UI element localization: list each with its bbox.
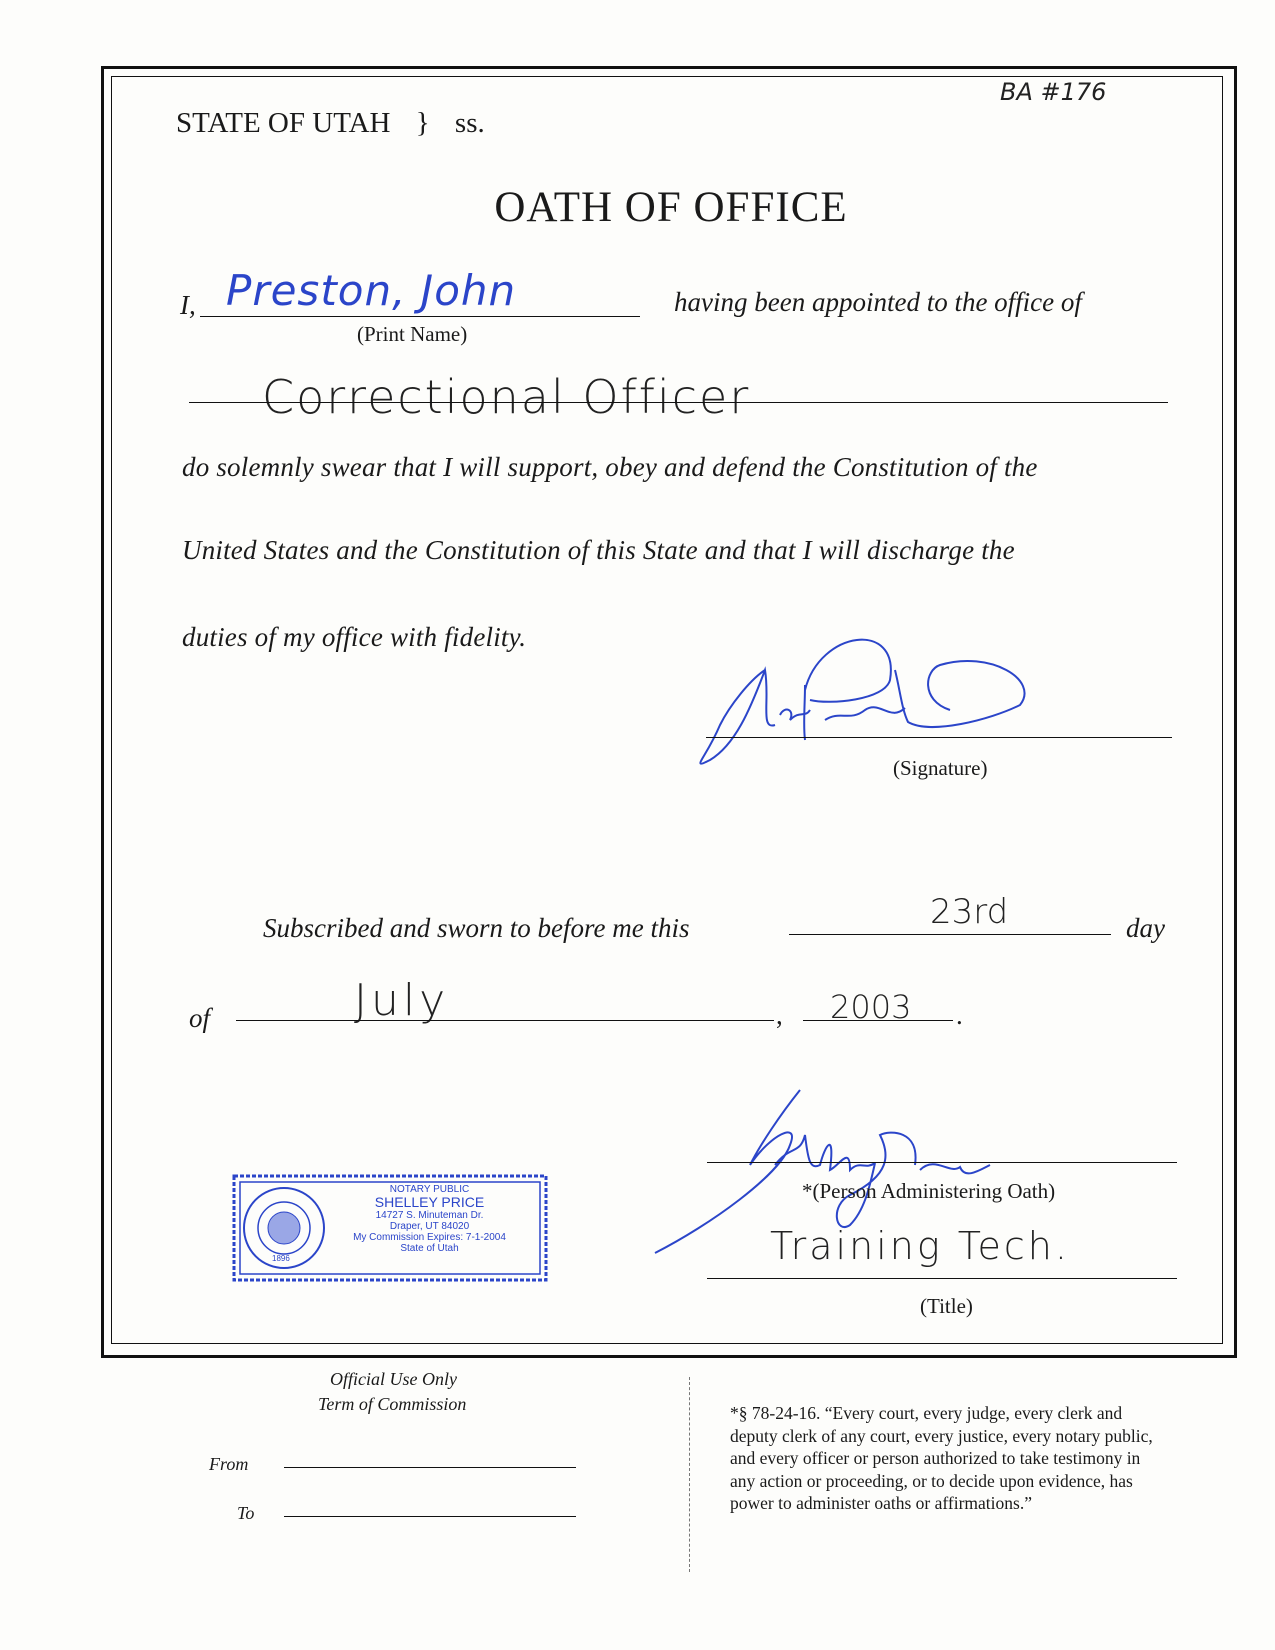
month-value: July bbox=[354, 975, 450, 1026]
sworn-prefix: Subscribed and sworn to before me this bbox=[263, 913, 690, 943]
oath-text-line-1: do solemnly swear that I will support, obey and defend the Constitution of the bbox=[182, 452, 1038, 482]
seal-line-1: NOTARY PUBLIC bbox=[389, 1184, 470, 1195]
to-label: To bbox=[237, 1503, 255, 1523]
statute-note bbox=[730, 1402, 1250, 1515]
office-line bbox=[189, 402, 1168, 403]
from-label: From bbox=[209, 1454, 249, 1474]
having-text: having been appointed to the office of bbox=[674, 287, 1082, 317]
to-line bbox=[284, 1516, 576, 1517]
year-period: . bbox=[956, 1000, 963, 1030]
signature-line bbox=[706, 737, 1172, 738]
title-label: (Title) bbox=[920, 1294, 973, 1318]
state-brace: } bbox=[415, 107, 430, 139]
office-value: Correctional Officer bbox=[262, 370, 751, 424]
statute-line: any action or proceeding, or to decide upon evidence, has bbox=[730, 1470, 1133, 1491]
year-line bbox=[803, 1020, 953, 1021]
day-value: 23rd bbox=[930, 892, 1009, 932]
name-label: (Print Name) bbox=[357, 322, 468, 346]
month-line bbox=[236, 1020, 774, 1021]
statute-line: power to administer oaths or affirmations.” bbox=[730, 1493, 1032, 1513]
title-line bbox=[707, 1278, 1177, 1279]
title-value: Training Tech. bbox=[770, 1224, 1070, 1268]
signature-label: (Signature) bbox=[893, 756, 988, 780]
page-note: BA #176 bbox=[1000, 78, 1107, 106]
state-ss: ss. bbox=[454, 107, 485, 139]
name-line bbox=[200, 316, 640, 317]
page-title: OATH OF OFFICE bbox=[494, 184, 848, 231]
seal-line-3: 14727 S. Minuteman Dr. bbox=[375, 1210, 484, 1221]
month-comma: , bbox=[776, 1000, 783, 1030]
term-label: Term of Commission bbox=[318, 1394, 467, 1414]
day-line bbox=[789, 934, 1111, 935]
notary-seal-stamp bbox=[232, 1174, 548, 1282]
seal-line-5: My Commission Expires: 7-1-2004 bbox=[353, 1232, 506, 1243]
administrator-line bbox=[707, 1162, 1177, 1163]
of-label: of bbox=[189, 1003, 211, 1033]
footer-divider bbox=[689, 1377, 690, 1572]
statute-line: and every officer or person authorized to take testimony in bbox=[730, 1448, 1141, 1468]
seal-year: 1896 bbox=[272, 1254, 290, 1263]
seal-line-4: Draper, UT 84020 bbox=[389, 1221, 470, 1232]
state-name: STATE OF UTAH bbox=[176, 107, 391, 139]
from-line bbox=[284, 1467, 576, 1468]
statute-line: deputy clerk of any court, every justice, every notary public, bbox=[730, 1425, 1153, 1446]
oath-text-line-2: United States and the Constitution of this State and that I will discharge the bbox=[182, 535, 1015, 565]
oath-text-line-3: duties of my office with fidelity. bbox=[182, 622, 527, 652]
administrator-label: *(Person Administering Oath) bbox=[802, 1179, 1056, 1203]
official-use-label: Official Use Only bbox=[330, 1369, 457, 1389]
year-value: 2003 bbox=[830, 988, 912, 1026]
seal-line-6: State of Utah bbox=[400, 1243, 459, 1254]
i-prefix: I, bbox=[180, 290, 196, 320]
statute-line: *§ 78-24-16. “Every court, every judge, every clerk and bbox=[730, 1403, 1123, 1423]
day-suffix: day bbox=[1126, 913, 1165, 943]
state-line bbox=[176, 107, 485, 140]
oath-signature-image bbox=[690, 610, 1060, 780]
seal-name: SHELLEY PRICE bbox=[374, 1194, 485, 1210]
printed-name-value: Preston, John bbox=[226, 266, 517, 315]
